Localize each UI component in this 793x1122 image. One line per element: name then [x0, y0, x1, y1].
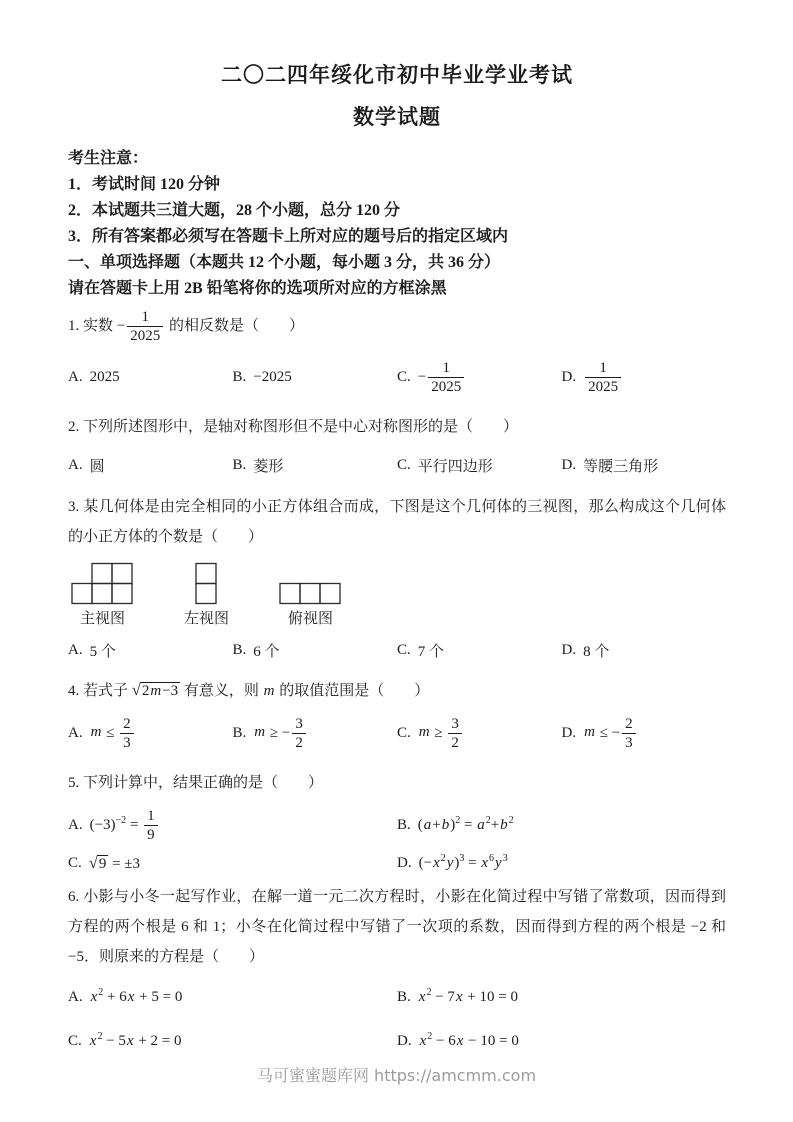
option-label: C. — [397, 368, 411, 385]
question-2-option-c — [397, 454, 562, 476]
question-6-stem: 6. 小影与小冬一起写作业，在解一道一元二次方程时，小影在化简过程中写错了常数项，因而得到方程的两个根是 6 和 1；小冬在化简过程中写错了一次项的系数，因而得到方程的两个根是 −2 和 −5．则原来的方程是（ ） — [68, 889, 726, 965]
option-value: m ≤ − $\frac{2}{3}$ — [583, 715, 638, 752]
question-4 — [68, 675, 726, 754]
exam-subtitle: 数学试题 — [353, 105, 441, 129]
option-value: 菱形 — [253, 458, 284, 475]
watermark-text: 马可蜜蜜题库网 https://amcmm.com — [256, 1066, 537, 1085]
option-value: 6 个 — [253, 643, 280, 660]
question-2-stem: 2. 下列所述图形中，是轴对称图形但不是中心对称图形的是（ ） — [68, 419, 519, 435]
question-1-option-d — [562, 356, 727, 398]
option-value: 平行四边形 — [417, 458, 493, 475]
question-6-option-b — [397, 986, 726, 1008]
question-5-options — [68, 804, 726, 874]
option-value: 2025 — [89, 368, 120, 385]
question-3-stem: 3. 某几何体是由完全相同的小正方体组合而成，下图是这个几何体的三视图，那么构成这个几何体的小正方体的个数是（ ） — [68, 499, 726, 545]
question-5-option-d — [397, 852, 726, 874]
option-value: 5 个 — [89, 643, 116, 660]
option-label: C. — [397, 724, 411, 741]
notice-heading: 考生注意： — [68, 150, 149, 167]
option-value: 7 个 — [417, 643, 445, 660]
option-label: B. — [232, 368, 247, 385]
option-value: $x^2 + 6x + 5 = 0$ — [90, 986, 183, 1005]
question-3-options — [68, 639, 726, 661]
exam-paper — [68, 60, 726, 1052]
option-value: m ≥ − $\frac{3}{2}$ — [253, 715, 308, 752]
front-view — [71, 562, 134, 629]
question-5-option-b — [397, 804, 726, 846]
option-label: D. — [397, 854, 412, 871]
question-6-option-a — [68, 986, 397, 1008]
option-label: B. — [397, 988, 411, 1005]
option-value: m ≥ $\frac{3}{2}$ — [418, 715, 464, 752]
option-label: A. — [68, 988, 83, 1005]
option-label: C. — [397, 456, 411, 473]
question-5-option-a — [68, 804, 397, 846]
front-view-label: 主视图 — [79, 611, 125, 627]
top-view-diagram — [279, 582, 342, 605]
exam-title: 二〇二四年绥化市初中毕业学业考试 — [221, 63, 573, 87]
left-view — [184, 562, 229, 629]
top-view — [279, 582, 342, 629]
question-1-option-c — [397, 356, 562, 398]
option-label: B. — [232, 641, 247, 658]
question-4-option-b — [233, 712, 398, 754]
option-label: D. — [397, 1032, 412, 1049]
question-6-option-d — [397, 1030, 726, 1052]
question-2-option-d — [562, 454, 727, 476]
question-4-stem: 4. 若式子 √2m−3 有意义，则 m 的取值范围是（ ） — [68, 680, 430, 699]
question-4-options — [68, 712, 726, 754]
option-value: $x^2 - 7x + 10 = 0$ — [418, 986, 518, 1005]
option-label: C. — [68, 854, 82, 871]
option-value: −2025 — [253, 368, 292, 385]
front-view-diagram — [71, 562, 134, 605]
question-1-options — [68, 356, 726, 398]
three-view-diagrams — [68, 562, 726, 629]
question-4-option-a — [68, 712, 233, 754]
option-label: B. — [232, 724, 247, 741]
notice-item-1: 1．考试时间 120 分钟 — [68, 176, 221, 193]
option-label: A. — [68, 816, 83, 833]
option-label: A. — [68, 456, 83, 473]
notice-item-2: 2．本试题共三道大题，28 个小题，总分 120 分 — [68, 202, 401, 219]
question-6-options — [68, 986, 726, 1052]
question-3-option-a — [68, 639, 233, 661]
question-1-option-a — [68, 356, 233, 398]
option-label: C. — [68, 1032, 82, 1049]
option-label: B. — [232, 456, 247, 473]
option-value: $\frac{1}{2025}$ — [583, 359, 623, 396]
option-value: m ≤ $\frac{2}{3}$ — [90, 715, 136, 752]
option-value: $x^2 - 5x + 2 = 0$ — [89, 1030, 182, 1049]
question-1 — [68, 304, 726, 398]
question-4-option-c — [397, 712, 562, 754]
left-view-label: 左视图 — [184, 611, 230, 627]
question-6 — [68, 882, 726, 1052]
option-label: B. — [397, 816, 411, 833]
question-2-options — [68, 454, 726, 476]
option-value: 圆 — [89, 458, 105, 475]
option-value: $(-x^2y)^3 = x^6y^3$ — [418, 852, 508, 871]
option-label: A. — [68, 724, 83, 741]
section-heading: 一、单项选择题（本题共 12 个小题，每小题 3 分，共 36 分） — [68, 254, 501, 271]
question-3-option-d — [562, 639, 727, 661]
question-5 — [68, 768, 726, 874]
notice-block — [68, 146, 726, 302]
section-note: 请在答题卡上用 2B 铅笔将你的选项所对应的方框涂黑 — [68, 280, 447, 297]
option-label: D. — [561, 368, 577, 385]
top-view-label: 俯视图 — [288, 611, 334, 627]
question-2-option-b — [233, 454, 398, 476]
option-value: $x^2 - 6x - 10 = 0$ — [419, 1030, 519, 1049]
question-1-option-b — [233, 356, 398, 398]
left-view-diagram — [195, 562, 218, 605]
option-value: $(-3)^{-2}$ = $\frac{1}{9}$ — [90, 807, 160, 844]
question-2-option-a — [68, 454, 233, 476]
option-label: D. — [561, 724, 577, 741]
option-value: √9 = ±3 — [88, 853, 141, 872]
option-value: $(a+b)^2 = a^2+b^2$ — [417, 814, 514, 833]
option-label: C. — [397, 641, 411, 658]
option-label: A. — [68, 641, 83, 658]
option-value: 等腰三角形 — [583, 458, 659, 475]
option-label: A. — [68, 368, 83, 385]
question-4-option-d — [562, 712, 727, 754]
option-label: D. — [561, 456, 577, 473]
question-1-stem: 1. 实数 − $\frac{1}{2025}$ 的相反数是（ ） — [68, 309, 304, 345]
option-value: − $\frac{1}{2025}$ — [418, 359, 466, 396]
question-3 — [68, 492, 726, 661]
notice-item-3: 3．所有答案都必须写在答题卡上所对应的题号后的指定区域内 — [68, 228, 509, 245]
question-5-option-c — [68, 852, 397, 874]
question-5-stem: 5. 下列计算中，结果正确的是（ ） — [68, 775, 324, 791]
question-6-option-c — [68, 1030, 397, 1052]
option-label: D. — [561, 641, 577, 658]
question-3-option-c — [397, 639, 562, 661]
question-2 — [68, 412, 726, 476]
question-3-option-b — [233, 639, 398, 661]
option-value: 8 个 — [583, 643, 610, 660]
